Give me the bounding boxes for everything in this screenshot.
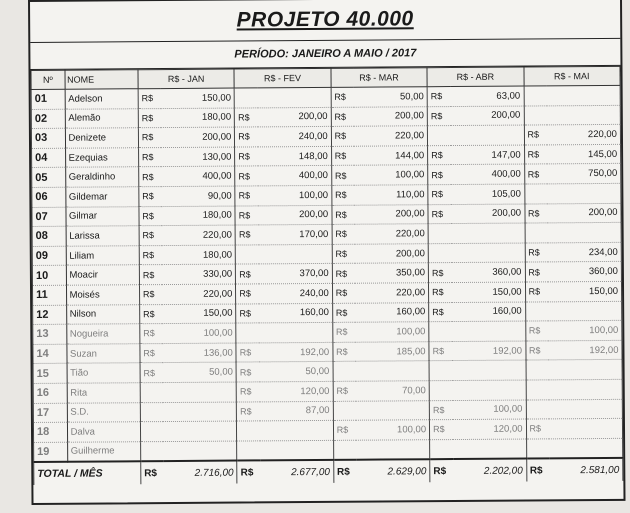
total-mar-currency: R$ <box>333 460 356 483</box>
member-name: Moacir <box>66 265 139 285</box>
mai-value: 192,00 <box>548 340 622 360</box>
mar-currency: R$ <box>333 381 356 401</box>
mai-currency <box>526 439 549 459</box>
jan-value: 220,00 <box>162 225 235 245</box>
member-name: Guilherme <box>67 441 140 462</box>
jan-value <box>163 421 236 441</box>
mar-value: 200,00 <box>354 106 427 126</box>
jan-value <box>164 441 237 462</box>
fev-value: 120,00 <box>259 381 332 401</box>
jan-value: 180,00 <box>161 108 234 128</box>
jan-currency: R$ <box>139 187 162 207</box>
mai-value: 150,00 <box>548 281 622 301</box>
mar-value: 160,00 <box>355 302 428 322</box>
jan-value: 130,00 <box>161 147 234 167</box>
mai-currency: R$ <box>525 321 548 341</box>
fev-currency: R$ <box>235 186 258 206</box>
mar-currency: R$ <box>332 303 355 323</box>
fev-currency: R$ <box>237 401 260 421</box>
mai-currency: R$ <box>524 145 547 165</box>
header-num: Nº <box>31 70 65 89</box>
jan-currency: R$ <box>139 226 162 246</box>
jan-currency: R$ <box>139 206 162 226</box>
row-number: 11 <box>32 285 66 305</box>
row-number: 08 <box>32 226 66 246</box>
mar-value: 220,00 <box>354 126 427 146</box>
member-name: Ezequias <box>65 148 138 168</box>
mar-value <box>356 439 429 460</box>
mai-currency <box>525 223 548 243</box>
abr-currency <box>430 439 453 459</box>
mai-value: 234,00 <box>548 242 622 262</box>
fev-value: 200,00 <box>258 107 331 127</box>
mai-currency: R$ <box>525 262 548 282</box>
mai-currency: R$ <box>524 203 547 223</box>
mar-value: 70,00 <box>356 381 429 401</box>
jan-currency: R$ <box>139 167 162 187</box>
abr-value <box>453 439 526 460</box>
mai-value <box>547 85 621 105</box>
jan-value <box>163 402 236 422</box>
fev-value: 200,00 <box>258 205 331 225</box>
mai-currency: R$ <box>524 125 547 145</box>
page-title: PROJETO 40.000 <box>236 7 414 32</box>
mar-value: 200,00 <box>355 243 428 263</box>
fev-currency <box>235 245 258 265</box>
abr-value: 400,00 <box>451 164 524 184</box>
jan-value: 50,00 <box>163 362 236 382</box>
fev-value: 240,00 <box>259 283 332 303</box>
jan-value: 150,00 <box>161 88 234 108</box>
abr-currency <box>429 361 452 381</box>
fev-value: 148,00 <box>258 146 331 166</box>
abr-value <box>452 321 525 341</box>
member-name: Liliam <box>66 245 139 265</box>
mai-value <box>547 105 621 125</box>
mai-value <box>548 223 622 243</box>
fev-value: 100,00 <box>258 185 331 205</box>
mai-currency <box>524 184 547 204</box>
mar-currency: R$ <box>332 322 355 342</box>
jan-currency: R$ <box>139 265 162 285</box>
mar-currency <box>333 440 356 460</box>
total-mar-value: 2.629,00 <box>356 459 430 483</box>
member-name: Nogueira <box>66 324 139 344</box>
member-name: Dalva <box>67 422 140 442</box>
fev-value <box>259 244 332 264</box>
mar-value <box>356 361 429 381</box>
row-number: 16 <box>33 383 67 403</box>
member-name: Gildemar <box>65 187 138 207</box>
abr-currency: R$ <box>429 341 452 361</box>
total-row <box>34 458 623 485</box>
fev-value <box>257 87 330 107</box>
fev-value: 50,00 <box>259 362 332 382</box>
jan-currency: R$ <box>140 363 163 383</box>
jan-value: 220,00 <box>162 284 235 304</box>
mar-currency: R$ <box>331 107 354 127</box>
jan-value: 180,00 <box>162 206 235 226</box>
member-name: Nilson <box>66 304 139 324</box>
mar-value: 100,00 <box>356 420 429 440</box>
abr-value: 100,00 <box>452 400 525 420</box>
row-number: 06 <box>32 187 66 207</box>
member-name: Moisés <box>66 285 139 305</box>
total-jan-value: 2.716,00 <box>164 461 238 485</box>
row-number: 19 <box>34 442 68 462</box>
total-label: TOTAL / MÊS <box>34 462 141 486</box>
mar-currency: R$ <box>331 87 354 107</box>
mar-currency: R$ <box>332 264 355 284</box>
mai-value: 750,00 <box>547 164 621 184</box>
mar-value: 185,00 <box>356 341 429 361</box>
jan-value: 100,00 <box>163 323 236 343</box>
fev-currency <box>237 441 260 461</box>
jan-value: 136,00 <box>163 343 236 363</box>
member-name: Larissa <box>66 226 139 246</box>
total-abr-value: 2.202,00 <box>453 459 527 483</box>
mar-currency: R$ <box>332 205 355 225</box>
total-fev-value: 2.677,00 <box>260 460 334 484</box>
member-name: Adelson <box>65 89 138 109</box>
abr-currency: R$ <box>428 204 451 224</box>
mai-value <box>549 418 623 438</box>
mai-value: 200,00 <box>547 203 621 223</box>
jan-currency: R$ <box>138 147 161 167</box>
mar-currency: R$ <box>331 166 354 186</box>
abr-currency: R$ <box>428 145 451 165</box>
mar-value: 200,00 <box>355 204 428 224</box>
mar-value: 110,00 <box>355 185 428 205</box>
jan-value: 330,00 <box>162 264 235 284</box>
abr-value: 63,00 <box>450 86 523 106</box>
jan-value: 200,00 <box>161 127 234 147</box>
total-mai-currency: R$ <box>526 459 549 482</box>
fev-value <box>259 323 332 343</box>
header-jan: R$ - JAN <box>138 69 235 89</box>
mar-value: 100,00 <box>354 165 427 185</box>
fev-currency <box>237 421 260 441</box>
mai-currency <box>526 380 549 400</box>
row-number: 02 <box>31 109 65 129</box>
mar-currency: R$ <box>331 185 354 205</box>
mar-currency: R$ <box>331 146 354 166</box>
mai-currency <box>526 360 549 380</box>
header-mai: R$ - MAI <box>523 66 620 86</box>
jan-currency: R$ <box>138 128 161 148</box>
jan-value: 180,00 <box>162 245 235 265</box>
mar-value: 50,00 <box>354 87 427 107</box>
fev-value: 240,00 <box>258 127 331 147</box>
header-name: NOME <box>65 70 138 90</box>
abr-currency: R$ <box>427 87 450 107</box>
row-number: 03 <box>31 128 65 148</box>
abr-value <box>451 243 524 263</box>
member-name: Suzan <box>66 343 139 363</box>
jan-currency: R$ <box>140 343 163 363</box>
mar-currency <box>333 362 356 382</box>
jan-currency: R$ <box>139 285 162 305</box>
mai-currency <box>525 301 548 321</box>
fev-currency: R$ <box>236 264 259 284</box>
row-number: 05 <box>32 168 66 188</box>
row-number: 18 <box>33 422 67 442</box>
mai-value <box>549 379 623 399</box>
abr-currency: R$ <box>428 165 451 185</box>
mai-value <box>548 301 622 321</box>
abr-value: 105,00 <box>451 184 524 204</box>
fev-currency: R$ <box>235 205 258 225</box>
fev-currency: R$ <box>236 362 259 382</box>
contributions-table <box>30 66 623 485</box>
abr-value <box>451 125 524 145</box>
header-abr: R$ - ABR <box>427 67 524 87</box>
abr-currency: R$ <box>428 263 451 283</box>
fev-value: 192,00 <box>259 342 332 362</box>
fev-value: 87,00 <box>260 401 333 421</box>
row-number: 07 <box>32 207 66 227</box>
abr-currency <box>428 224 451 244</box>
header-fev: R$ - FEV <box>234 68 331 88</box>
mai-currency <box>524 105 547 125</box>
member-name: Denizete <box>65 128 138 148</box>
jan-currency: R$ <box>140 324 163 344</box>
member-name: Tião <box>67 363 140 383</box>
jan-currency: R$ <box>138 89 161 109</box>
fev-currency <box>234 88 257 108</box>
jan-currency <box>140 402 163 422</box>
mai-currency: R$ <box>526 419 549 439</box>
mar-currency: R$ <box>332 283 355 303</box>
abr-value <box>452 360 525 380</box>
mar-value: 100,00 <box>355 322 428 342</box>
period-label: PERÍODO: JANEIRO A MAIO / 2017 <box>30 39 620 70</box>
fev-value: 400,00 <box>258 166 331 186</box>
abr-currency <box>428 243 451 263</box>
jan-value <box>163 382 236 402</box>
abr-currency <box>429 322 452 342</box>
fev-value <box>260 440 333 461</box>
abr-value: 192,00 <box>452 341 525 361</box>
total-fev-currency: R$ <box>237 461 260 484</box>
fev-value: 370,00 <box>259 264 332 284</box>
mar-currency: R$ <box>333 342 356 362</box>
abr-currency: R$ <box>427 106 450 126</box>
mai-currency: R$ <box>524 164 547 184</box>
abr-currency: R$ <box>430 420 453 440</box>
abr-value: 150,00 <box>452 282 525 302</box>
fev-currency: R$ <box>235 225 258 245</box>
member-name: Alemão <box>65 108 138 128</box>
jan-currency <box>140 382 163 402</box>
abr-currency: R$ <box>429 302 452 322</box>
total-jan-currency: R$ <box>141 461 164 484</box>
member-name: S.D. <box>67 402 140 422</box>
abr-value: 360,00 <box>451 262 524 282</box>
header-mar: R$ - MAR <box>331 68 428 88</box>
abr-value: 200,00 <box>450 106 523 126</box>
jan-currency: R$ <box>138 108 161 128</box>
jan-value: 400,00 <box>162 166 235 186</box>
mar-currency: R$ <box>332 224 355 244</box>
fev-currency: R$ <box>235 127 258 147</box>
mai-value: 100,00 <box>548 320 622 340</box>
abr-value: 200,00 <box>451 204 524 224</box>
fev-currency: R$ <box>235 166 258 186</box>
mai-value <box>547 183 621 203</box>
abr-value <box>451 223 524 243</box>
row-number: 04 <box>32 148 66 168</box>
mai-currency: R$ <box>525 341 548 361</box>
fev-currency: R$ <box>235 147 258 167</box>
jan-currency <box>140 441 163 461</box>
abr-currency: R$ <box>429 400 452 420</box>
mai-value <box>549 438 623 459</box>
fev-value <box>260 420 333 440</box>
member-name: Rita <box>67 383 140 403</box>
abr-value: 147,00 <box>451 145 524 165</box>
row-number: 01 <box>31 89 65 109</box>
fev-value: 170,00 <box>258 225 331 245</box>
mar-value: 144,00 <box>354 145 427 165</box>
total-abr-currency: R$ <box>430 459 453 482</box>
fev-currency: R$ <box>236 303 259 323</box>
mar-value: 220,00 <box>355 224 428 244</box>
abr-currency <box>427 126 450 146</box>
abr-value: 120,00 <box>453 419 526 439</box>
row-number: 14 <box>33 344 67 364</box>
jan-value: 150,00 <box>163 304 236 324</box>
row-number: 13 <box>33 324 67 344</box>
mai-currency <box>526 399 549 419</box>
mai-currency: R$ <box>525 282 548 302</box>
spreadsheet-page <box>28 0 626 505</box>
mar-value: 220,00 <box>355 283 428 303</box>
fev-currency <box>236 323 259 343</box>
mar-value <box>356 400 429 420</box>
fev-currency: R$ <box>235 107 258 127</box>
abr-currency: R$ <box>429 282 452 302</box>
abr-currency <box>429 380 452 400</box>
jan-currency <box>140 422 163 442</box>
jan-currency: R$ <box>140 304 163 324</box>
mai-value: 360,00 <box>548 262 622 282</box>
row-number: 15 <box>33 364 67 384</box>
fev-currency: R$ <box>236 284 259 304</box>
abr-value: 160,00 <box>452 302 525 322</box>
abr-value <box>452 380 525 400</box>
mai-value: 220,00 <box>547 125 621 145</box>
mai-currency <box>524 86 547 106</box>
mai-value <box>549 399 623 419</box>
row-number: 12 <box>33 305 67 325</box>
mai-value: 145,00 <box>547 144 621 164</box>
mar-value: 350,00 <box>355 263 428 283</box>
total-mai-value: 2.581,00 <box>549 458 623 482</box>
mar-currency <box>333 401 356 421</box>
fev-value: 160,00 <box>259 303 332 323</box>
mai-currency: R$ <box>525 243 548 263</box>
member-name: Geraldinho <box>65 167 138 187</box>
mai-value <box>549 360 623 380</box>
mar-currency: R$ <box>332 244 355 264</box>
title-bar <box>30 0 620 43</box>
row-number: 09 <box>32 246 66 266</box>
jan-currency: R$ <box>139 245 162 265</box>
row-number: 17 <box>33 403 67 423</box>
row-number: 10 <box>32 266 66 286</box>
mar-currency: R$ <box>331 126 354 146</box>
abr-currency: R$ <box>428 185 451 205</box>
fev-currency: R$ <box>236 382 259 402</box>
member-name: Gilmar <box>65 206 138 226</box>
mar-currency: R$ <box>333 420 356 440</box>
fev-currency: R$ <box>236 343 259 363</box>
jan-value: 90,00 <box>162 186 235 206</box>
